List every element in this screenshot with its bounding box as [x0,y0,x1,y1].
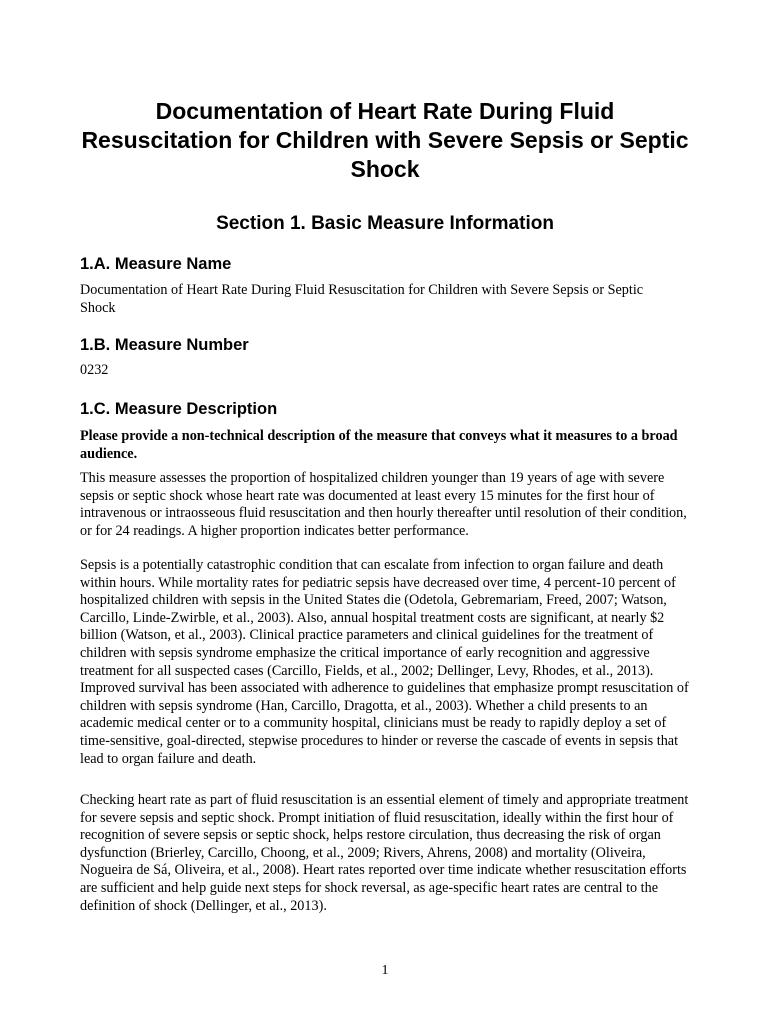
measure-number-heading: 1.B. Measure Number [80,336,249,354]
measure-number-text: 0232 [80,362,109,378]
description-paragraph-2: Sepsis is a potentially catastrophic condition that can escalate from infection to organ failure and death within hours. While mortality rates for pediatric sepsis have decreased over time, 4 percent-10 percent of hospitalized children with sepsis in the United States die (Odetola, Gebremariam, Freed, 2007; Watson, Carcillo, Linde-Zwirble, et al., 2003). Also, annual hospital treatment costs are significant, at nearly $2 billion (Watson, et al., 2003). Clinical practice parameters and clinical guidelines for the treatment of children with sepsis syndrome emphasize the critical importance of early recognition and aggressive treatment for all suspected cases (Carcillo, Fields, et al., 2002; Dellinger, Levy, Rhodes, et al., 2013). Improved survival has been associated with adherence to guidelines that emphasize prompt resuscitation of children with sepsis syndrome (Han, Carcillo, Dragotta, et al., 2003). Whether a child presents to an academic medical center or to a community hospital, clinicians must be ready to rapidly deploy a set of time-sensitive, goal-directed, stepwise procedures to hinder or reverse the cascade of events in sepsis that lead to organ failure and death. [80,557,689,767]
page-number: 1 [381,963,389,978]
measure-description-prompt: Please provide a non-technical description of the measure that conveys what it measures to a broad audience. [80,428,678,462]
measure-description-heading: 1.C. Measure Description [80,400,278,418]
description-paragraph-1: This measure assesses the proportion of hospitalized children younger than 19 years of age with severe sepsis or septic shock whose heart rate was documented at least every 15 minutes for the first hour of intravenous or intraosseous fluid resuscitation and then hourly thereafter until resolution of their condition, or for 24 readings. A higher proportion indicates better performance. [80,470,687,539]
description-paragraph-3: Checking heart rate as part of fluid resuscitation is an essential element of timely and appropriate treatment for severe sepsis and septic shock. Prompt initiation of fluid resuscitation, ideally within the first hour of recognition of severe sepsis or septic shock, helps restore circulation, thus decreasing the risk of organ dysfunction (Brierley, Carcillo, Choong, et al., 2009; Rivers, Ahrens, 2008) and mortality (Oliveira, Nogueira de Sá, Oliveira, et al., 2008). Heart rates reported over time indicate whether resuscitation efforts are sufficient and help guide next steps for shock reversal, as age-specific heart rates are central to the definition of shock (Dellinger, et al., 2013). [80,792,689,914]
section-heading: Section 1. Basic Measure Information [216,213,554,234]
document-title: Documentation of Heart Rate During Fluid Resuscitation for Children with Severe Sepsis or Septic Shock [81,98,689,182]
measure-name-text: Documentation of Heart Rate During Fluid Resuscitation for Children with Severe Sepsis or Septic Shock [80,282,644,316]
measure-name-heading: 1.A. Measure Name [80,255,232,273]
